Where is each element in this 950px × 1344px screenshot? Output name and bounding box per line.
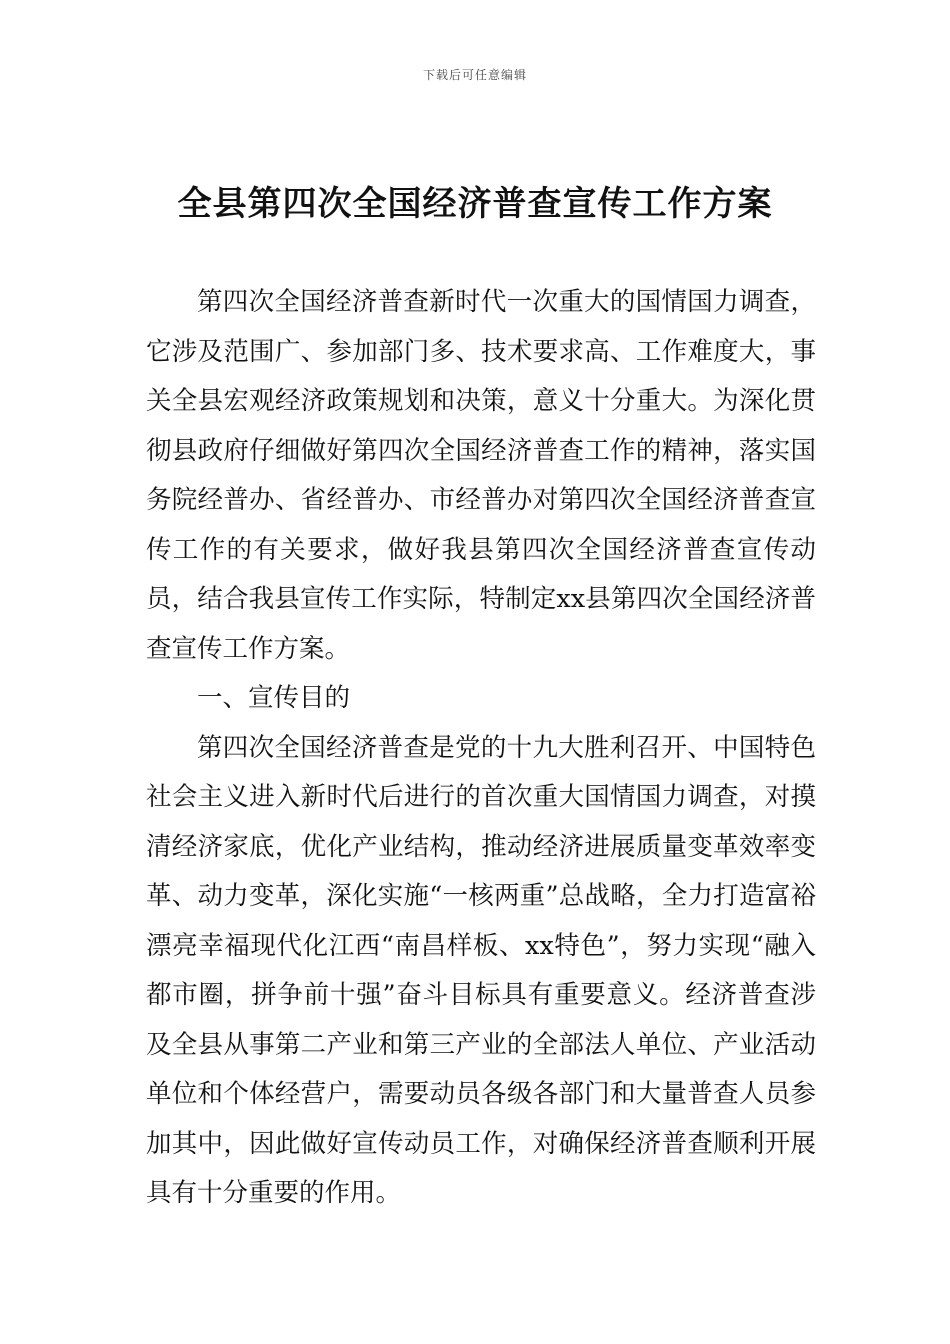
page-header-note: 下载后可任意编辑: [422, 68, 527, 82]
purpose-paragraph: 第四次全国经济普查是党的十九大胜利召开、中国特色社会主义进入新时代后进行的首次重大国情国力调查，对摸清经济家底，优化产业结构，推动经济进展质量变革效率变革、动力变革，深化实施“一核两重”总战略，全力打造富裕漂亮幸福现代化江西“南昌样板、xx特色”，努力实现“融入都市圈，拼争前十强”奋斗目标具有重要意义。经济普查涉及全县从事第二产业和第三产业的全部法人单位、产业活动单位和个体经营户，需要动员各级各部门和大量普查人员参加其中，因此做好宣传动员工作，对确保经济普查顺利开展具有十分重要的作用。: [146, 732, 816, 1208]
document-body: [146, 278, 816, 1219]
document-title: 全县第四次全国经济普查宣传工作方案: [177, 184, 773, 224]
intro-paragraph: 第四次全国经济普查新时代一次重大的国情国力调查，它涉及范围广、参加部门多、技术要求高、工作难度大，事关全县宏观经济政策规划和决策，意义十分重大。为深化贯彻县政府仔细做好第四次全国经济普查工作的精神，落实国务院经普办、省经普办、市经普办对第四次全国经济普查宣传工作的有关要求，做好我县第四次全国经济普查宣传动员，结合我县宣传工作实际，特制定xx县第四次全国经济普查宣传工作方案。: [146, 287, 816, 664]
section-heading: 一、宣传目的: [197, 683, 351, 713]
